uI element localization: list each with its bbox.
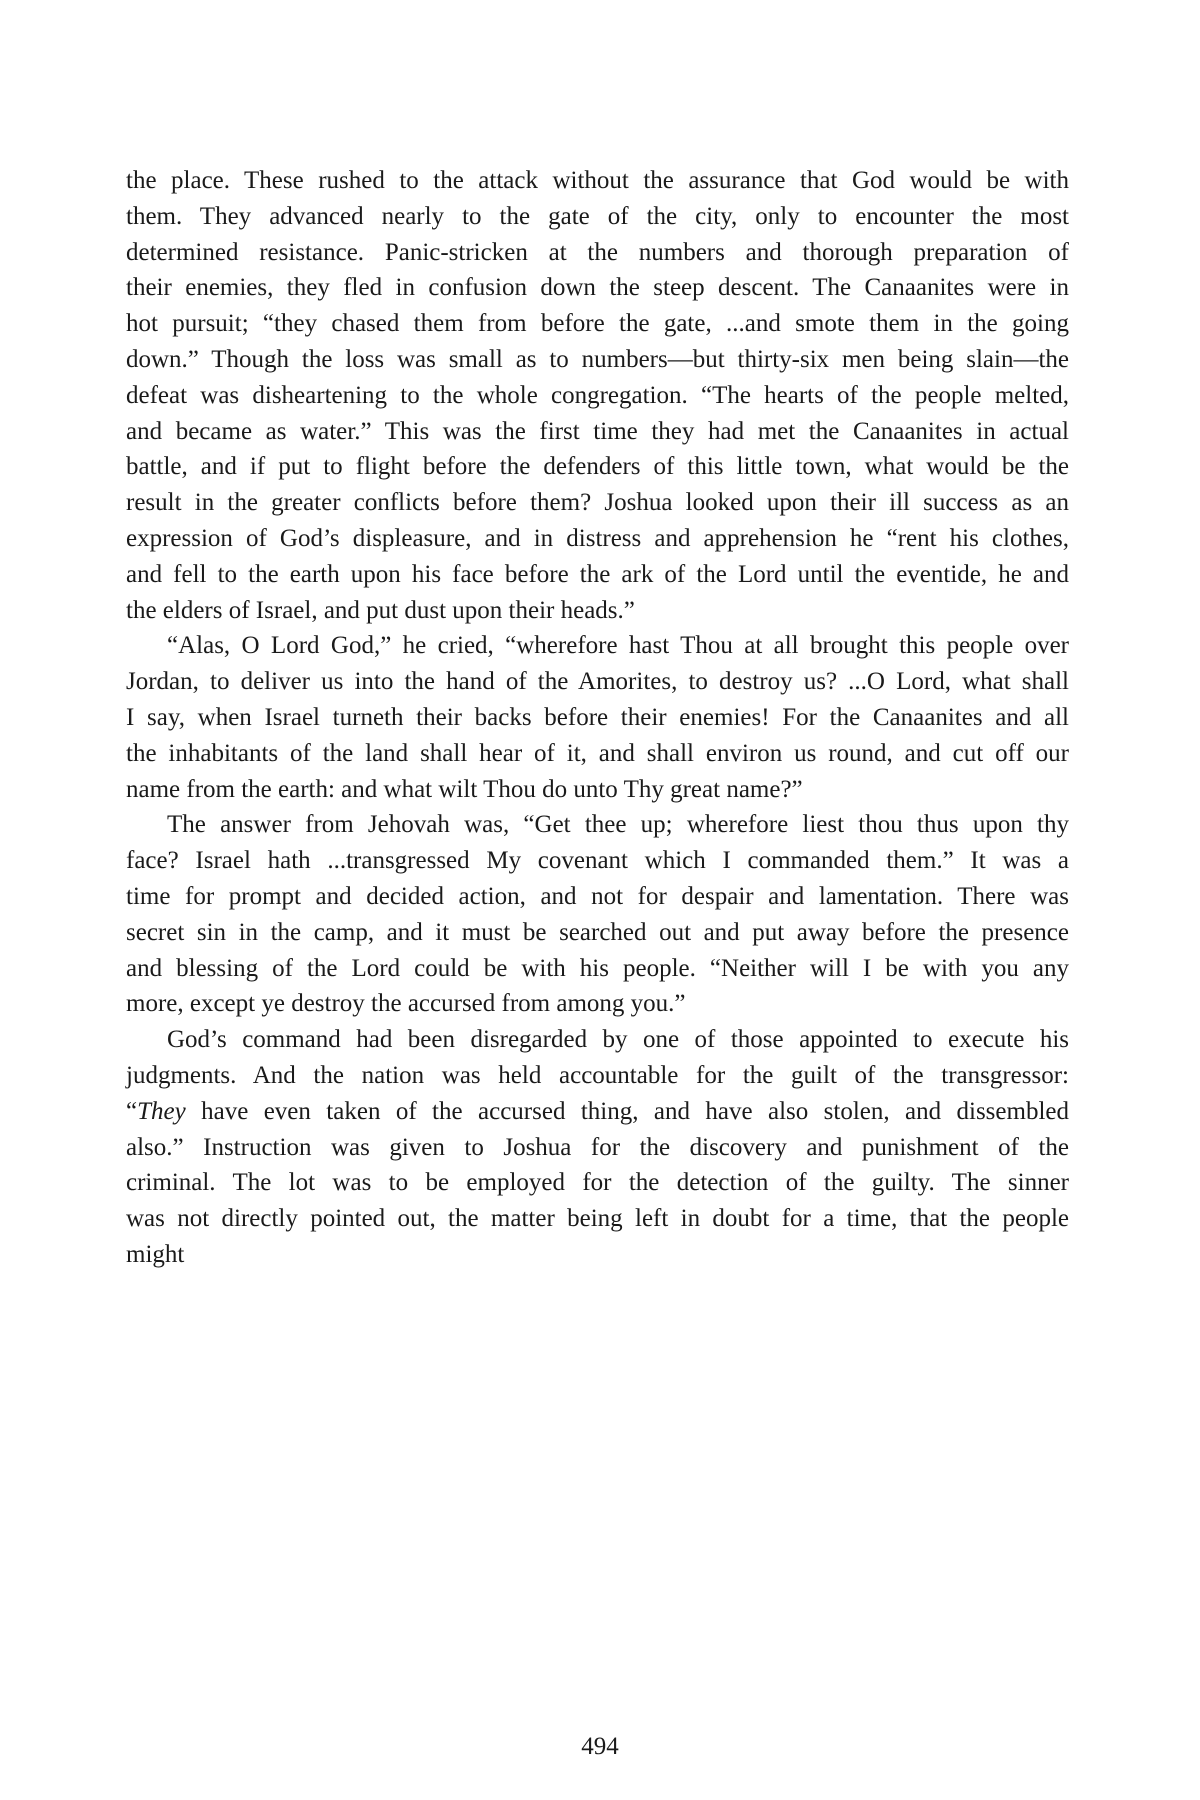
text-line: Jordan, to deliver us into the hand of the Amorites, to destroy us? ...O Lord, what shall <box>126 668 1069 696</box>
text-line: and became as water.” This was the first time they had met the Canaanites in actual <box>126 417 1069 445</box>
text-line: expression of God’s displeasure, and in distress and apprehension he “rent his clothes, <box>126 524 1069 552</box>
text-line: result in the greater conflicts before them? Joshua looked upon their ill success as an <box>126 489 1069 517</box>
text-line: God’s command had been disregarded by one of those appointed to execute his <box>167 1026 1069 1054</box>
text-line: defeat was disheartening to the whole congregation. “The hearts of the people melted, <box>126 381 1069 409</box>
text-line: them. They advanced nearly to the gate of the city, only to encounter the most <box>126 202 1069 230</box>
text-line: the elders of Israel, and put dust upon their heads.” <box>126 596 635 624</box>
text-line: also.” Instruction was given to Joshua for the discovery and punishment of the <box>126 1133 1069 1161</box>
text-line: was not directly pointed out, the matter being left in doubt for a time, that the people <box>126 1205 1069 1233</box>
page-number: 494 <box>581 1733 619 1760</box>
text-line: down.” Though the loss was small as to numbers—but thirty-six men being slain—the <box>126 345 1069 373</box>
text-line: determined resistance. Panic-stricken at the numbers and thorough preparation of <box>126 238 1069 266</box>
text-line: battle, and if put to flight before the defenders of this little town, what would be the <box>126 453 1069 481</box>
text-line: judgments. And the nation was held accountable for the guilt of the transgressor: <box>126 1061 1069 1089</box>
text-line: time for prompt and decided action, and not for despair and lamentation. There was <box>126 882 1069 910</box>
text-line: “Alas, O Lord God,” he cried, “wherefore hast Thou at all brought this people over <box>167 632 1069 660</box>
text-line: and fell to the earth upon his face before the ark of the Lord until the eventide, he and <box>126 560 1069 588</box>
paragraph <box>126 163 1069 628</box>
text-line: name from the earth: and what wilt Thou do unto Thy great name?” <box>126 775 803 803</box>
text-line: hot pursuit; “they chased them from before the gate, ...and smote them in the going <box>126 310 1069 338</box>
text-line: their enemies, they fled in confusion down the steep descent. The Canaanites were in <box>126 274 1069 302</box>
paragraph <box>126 628 1069 807</box>
text-line: face? Israel hath ...transgressed My covenant which I commanded them.” It was a <box>126 847 1069 875</box>
text-line: I say, when Israel turneth their backs before their enemies! For the Canaanites and all <box>126 703 1069 731</box>
text-line: the inhabitants of the land shall hear of it, and shall environ us round, and cut off our <box>126 739 1069 767</box>
text-line: more, except ye destroy the accursed from among you.” <box>126 990 686 1018</box>
text-line: The answer from Jehovah was, “Get thee up; wherefore liest thou thus upon thy <box>167 811 1069 839</box>
text-line: “They have even taken of the accursed thing, and have also stolen, and dissembled <box>126 1097 1069 1125</box>
body-text <box>126 163 1069 1273</box>
text-line: might <box>126 1240 185 1268</box>
text-line: the place. These rushed to the attack without the assurance that God would be with <box>126 167 1069 194</box>
paragraph <box>126 1022 1069 1273</box>
text-line: criminal. The lot was to be employed for the detection of the guilty. The sinner <box>126 1169 1069 1197</box>
text-line: secret sin in the camp, and it must be searched out and put away before the presence <box>126 918 1069 946</box>
text-line: and blessing of the Lord could be with his people. “Neither will I be with you any <box>126 954 1069 982</box>
paragraph <box>126 807 1069 1022</box>
